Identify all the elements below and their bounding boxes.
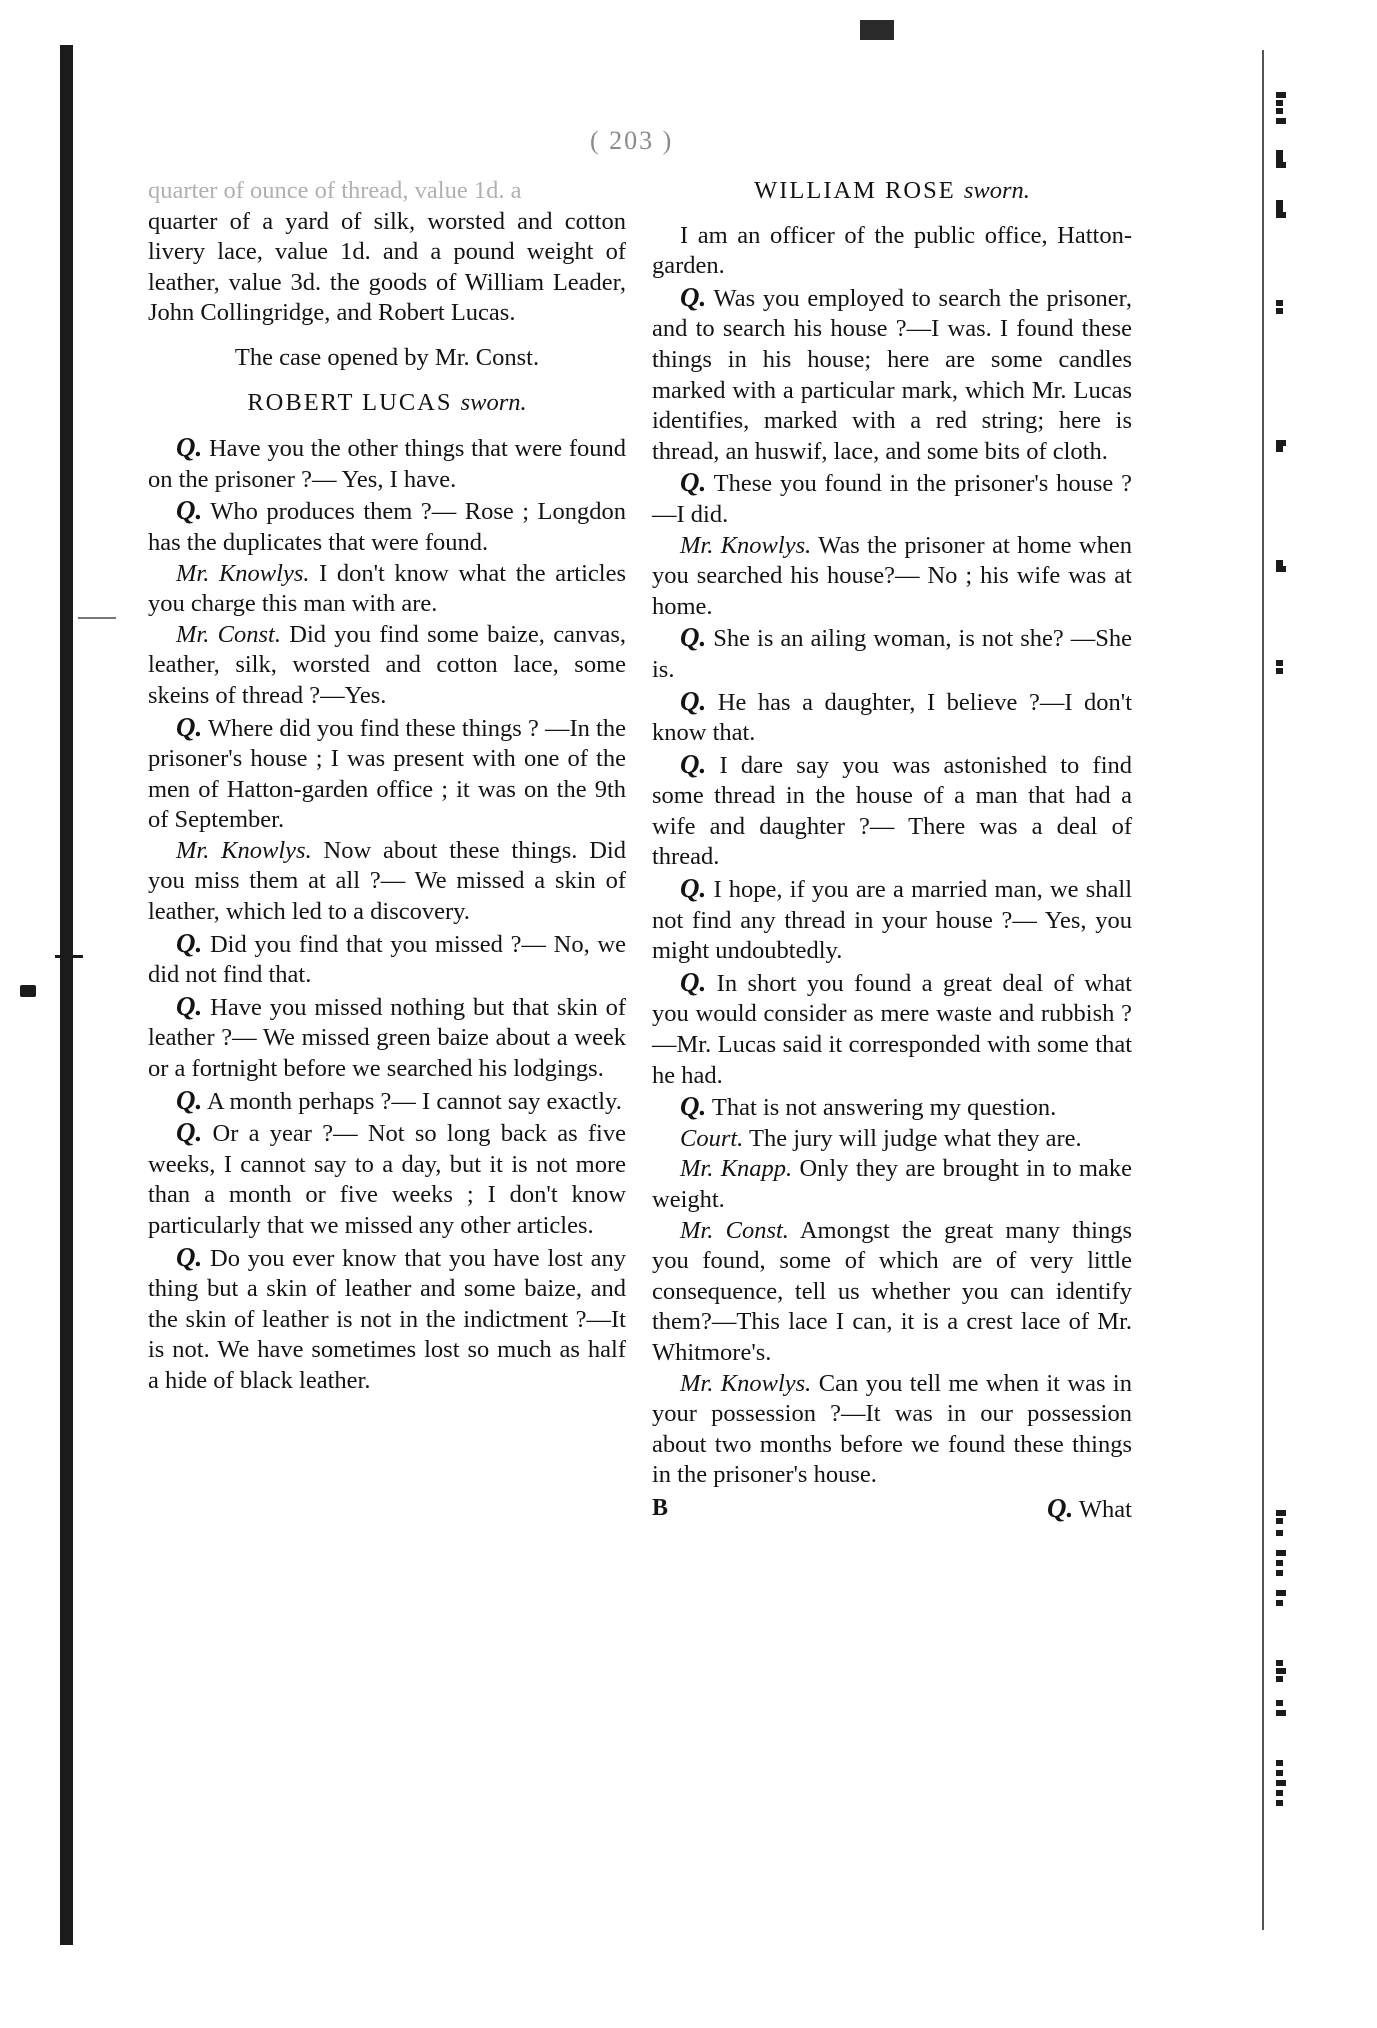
testimony-text: Who produces them ?— Rose ; Longdon has the duplicates that were found. xyxy=(148,498,626,556)
testimony-paragraph xyxy=(652,622,1132,685)
testimony-text: I don't know what the articles you charge this man with are. xyxy=(148,559,626,618)
page-number: ( 203 ) xyxy=(590,126,674,155)
faded-text-line: quarter of ounce of thread, value 1d. a xyxy=(148,177,522,204)
testimony-text: The jury will judge what they are. xyxy=(743,1124,1082,1152)
speaker-name: Mr. Knowlys. xyxy=(680,1369,812,1397)
sworn-label: sworn. xyxy=(460,388,527,416)
sworn-label: sworn. xyxy=(963,177,1030,204)
page-footer xyxy=(652,1493,1132,1526)
edge-tick xyxy=(1276,1530,1283,1536)
question-marker: Q. xyxy=(1047,1492,1074,1523)
testimony-list xyxy=(652,221,1132,1491)
testimony-paragraph xyxy=(148,1085,626,1118)
edge-tick xyxy=(1276,1560,1283,1566)
edge-tick xyxy=(1276,566,1286,572)
catchword xyxy=(1047,1493,1132,1526)
witness-heading xyxy=(148,388,626,419)
intro-paragraph: quarter of a yard of silk, worsted and cotton livery lace, value 1d. and a pound weight of leather, value 3d. the goods of William Leader, John Collingridge, and Robert Lucas. xyxy=(148,207,626,327)
edge-tick xyxy=(1276,660,1283,666)
question-marker: Q. xyxy=(176,495,203,526)
edge-tick xyxy=(1276,108,1283,114)
edge-tick xyxy=(1276,1790,1283,1796)
signature-mark: B xyxy=(652,1494,669,1521)
testimony-paragraph xyxy=(652,873,1132,967)
question-marker: Q. xyxy=(680,873,707,904)
question-marker: Q. xyxy=(176,711,203,742)
edge-tick xyxy=(1276,1780,1286,1786)
testimony-text: I hope, if you are a married man, we shall not find any thread in your house ?— Yes, you might undoubtedly. xyxy=(652,876,1132,965)
page-edge xyxy=(1262,50,1264,1930)
testimony-paragraph xyxy=(148,928,626,991)
testimony-text: Did you find that you missed ?— No, we did not find that. xyxy=(148,930,626,989)
question-marker: Q. xyxy=(680,281,707,312)
testimony-paragraph xyxy=(652,749,1132,873)
question-marker: Q. xyxy=(176,990,203,1021)
testimony-paragraph xyxy=(148,712,626,836)
testimony-paragraph xyxy=(652,531,1132,623)
testimony-text: A month perhaps ?— I cannot say exactly. xyxy=(202,1087,622,1115)
testimony-text: That is not answering my question. xyxy=(706,1094,1057,1122)
testimony-text: Do you ever know that you have lost any thing but a skin of leather and some baize, and the skin of leather is not in the indictment ?—It is not. We have sometimes lost so much as half a hide of black leather. xyxy=(148,1244,626,1394)
question-marker: Q. xyxy=(680,1091,707,1122)
testimony-text: Amongst the great many things you found, some of which are of very little consequence, tell us whether you can identify them?—This lace I can, it is a crest lace of Mr. Whitmore's. xyxy=(652,1216,1132,1366)
edge-tick xyxy=(1276,1710,1286,1716)
testimony-text: Have you missed nothing but that skin of leather ?— We missed green baize about a week or a fortnight before we searched his lodgings. xyxy=(148,993,626,1083)
left-column xyxy=(148,176,626,1397)
speaker-name: Mr. Knowlys. xyxy=(176,836,312,864)
edge-tick xyxy=(1276,118,1286,124)
question-marker: Q. xyxy=(680,748,707,779)
testimony-text: These you found in the prisoner's house ?—I did. xyxy=(652,470,1132,528)
testimony-text: Was the prisoner at home when you searched his house?— No ; his wife was at home. xyxy=(652,531,1132,620)
scan-mark xyxy=(55,955,83,958)
testimony-paragraph xyxy=(652,1091,1132,1124)
question-marker: Q. xyxy=(176,1241,203,1272)
catchword-text: What xyxy=(1073,1495,1132,1523)
question-marker: Q. xyxy=(680,467,707,498)
edge-tick xyxy=(1276,92,1286,98)
edge-tick xyxy=(1276,1676,1283,1682)
testimony-text: Was you employed to search the prisoner, and to search his house ?—I was. I found these things in his house; here are some candles marked with a particular mark, which Mr. Lucas identifies, marked with a red string; here is thread, an huswif, lace, and some bits of cloth. xyxy=(652,284,1132,465)
question-marker: Q. xyxy=(680,966,707,997)
question-marker: Q. xyxy=(680,685,707,716)
edge-tick xyxy=(1276,1700,1283,1706)
testimony-paragraph xyxy=(148,1117,626,1241)
edge-tick xyxy=(1276,446,1283,452)
witness-name: WILLIAM ROSE xyxy=(754,177,956,204)
testimony-paragraph xyxy=(652,967,1132,1091)
testimony-list xyxy=(148,432,626,1396)
question-marker: Q. xyxy=(680,622,707,653)
testimony-text: Where did you find these things ? —In the prisoner's house ; I was present with one of the men of Hatton-garden office ; it was on the 9th of September. xyxy=(148,714,626,834)
testimony-paragraph xyxy=(652,467,1132,530)
speaker-name: Mr. Knapp. xyxy=(680,1155,793,1183)
testimony-text: Have you the other things that were found on the prisoner ?— Yes, I have. xyxy=(148,435,626,493)
speaker-name: Mr. Knowlys. xyxy=(176,559,310,587)
testimony-text: Only they are brought in to make weight. xyxy=(652,1155,1132,1213)
question-marker: Q. xyxy=(176,1117,203,1148)
edge-tick xyxy=(1276,162,1286,168)
edge-tick xyxy=(1276,212,1286,218)
edge-tick xyxy=(1276,1518,1283,1524)
edge-tick xyxy=(1276,1770,1283,1776)
speaker-name: Mr. Const. xyxy=(176,620,281,648)
edge-tick xyxy=(1276,1668,1286,1674)
testimony-paragraph xyxy=(652,1216,1132,1369)
testimony-text: I dare say you was astonished to find some thread in the house of a man that had a wife and daughter ?— There was a deal of thread. xyxy=(652,751,1132,871)
testimony-text: Now about these things. Did you miss them at all ?— We missed a skin of leather, which led to a discovery. xyxy=(148,836,626,926)
right-column xyxy=(652,176,1132,1526)
edge-tick xyxy=(1276,1660,1283,1666)
edge-tick xyxy=(1276,1800,1283,1806)
case-opened-heading: The case opened by Mr. Const. xyxy=(234,343,540,371)
question-marker: Q. xyxy=(176,1084,203,1115)
margin-dash xyxy=(78,617,116,619)
witness-name: ROBERT LUCAS xyxy=(247,388,453,416)
edge-tick xyxy=(1276,1550,1286,1556)
testimony-paragraph xyxy=(652,221,1132,282)
edge-tick xyxy=(1276,1760,1283,1766)
ink-blot xyxy=(860,20,894,40)
edge-tick xyxy=(1276,100,1283,106)
testimony-paragraph xyxy=(148,495,626,558)
testimony-text: Did you find some baize, canvas, leather, silk, worsted and cotton lace, some skeins of thread ?—Yes. xyxy=(148,620,626,709)
testimony-paragraph xyxy=(652,1154,1132,1215)
speaker-name: Mr. Const. xyxy=(680,1216,789,1244)
testimony-text: Can you tell me when it was in your possession ?—It was in our possession about two months before we found these things in the prisoner's house. xyxy=(652,1369,1132,1489)
testimony-paragraph xyxy=(148,1242,626,1397)
testimony-text: Or a year ?— Not so long back as five weeks, I cannot say to a day, but it is not more than a month or five weeks ; I don't know particularly that we missed any other articles. xyxy=(148,1120,626,1239)
binding-edge xyxy=(60,45,73,1945)
testimony-text: I am an officer of the public office, Hatton-garden. xyxy=(652,221,1132,280)
edge-tick xyxy=(1276,668,1283,674)
testimony-paragraph xyxy=(652,1124,1132,1155)
question-marker: Q. xyxy=(176,432,203,463)
scan-notch xyxy=(20,985,36,997)
testimony-text: In short you found a great deal of what you would consider as mere waste and rubbish ?—Mr. Lucas said it corresponded with some that he had. xyxy=(652,969,1132,1089)
edge-tick xyxy=(1276,1510,1286,1516)
testimony-paragraph xyxy=(652,1369,1132,1491)
testimony-paragraph xyxy=(652,282,1132,468)
testimony-paragraph xyxy=(148,620,626,712)
testimony-paragraph xyxy=(652,686,1132,749)
edge-tick xyxy=(1276,1600,1283,1606)
testimony-paragraph xyxy=(148,836,626,928)
testimony-paragraph xyxy=(148,432,626,495)
edge-tick xyxy=(1276,308,1283,314)
testimony-text: He has a daughter, I believe ?—I don't know that. xyxy=(652,688,1132,747)
testimony-paragraph xyxy=(148,559,626,620)
edge-tick xyxy=(1276,300,1283,306)
edge-tick xyxy=(1276,1570,1283,1576)
question-marker: Q. xyxy=(176,927,203,958)
witness-heading xyxy=(652,176,1132,207)
speaker-name: Court. xyxy=(680,1124,744,1152)
testimony-paragraph xyxy=(148,991,626,1085)
testimony-text: She is an ailing woman, is not she? —She is. xyxy=(652,625,1132,683)
speaker-name: Mr. Knowlys. xyxy=(680,531,812,559)
edge-tick xyxy=(1276,1590,1286,1596)
